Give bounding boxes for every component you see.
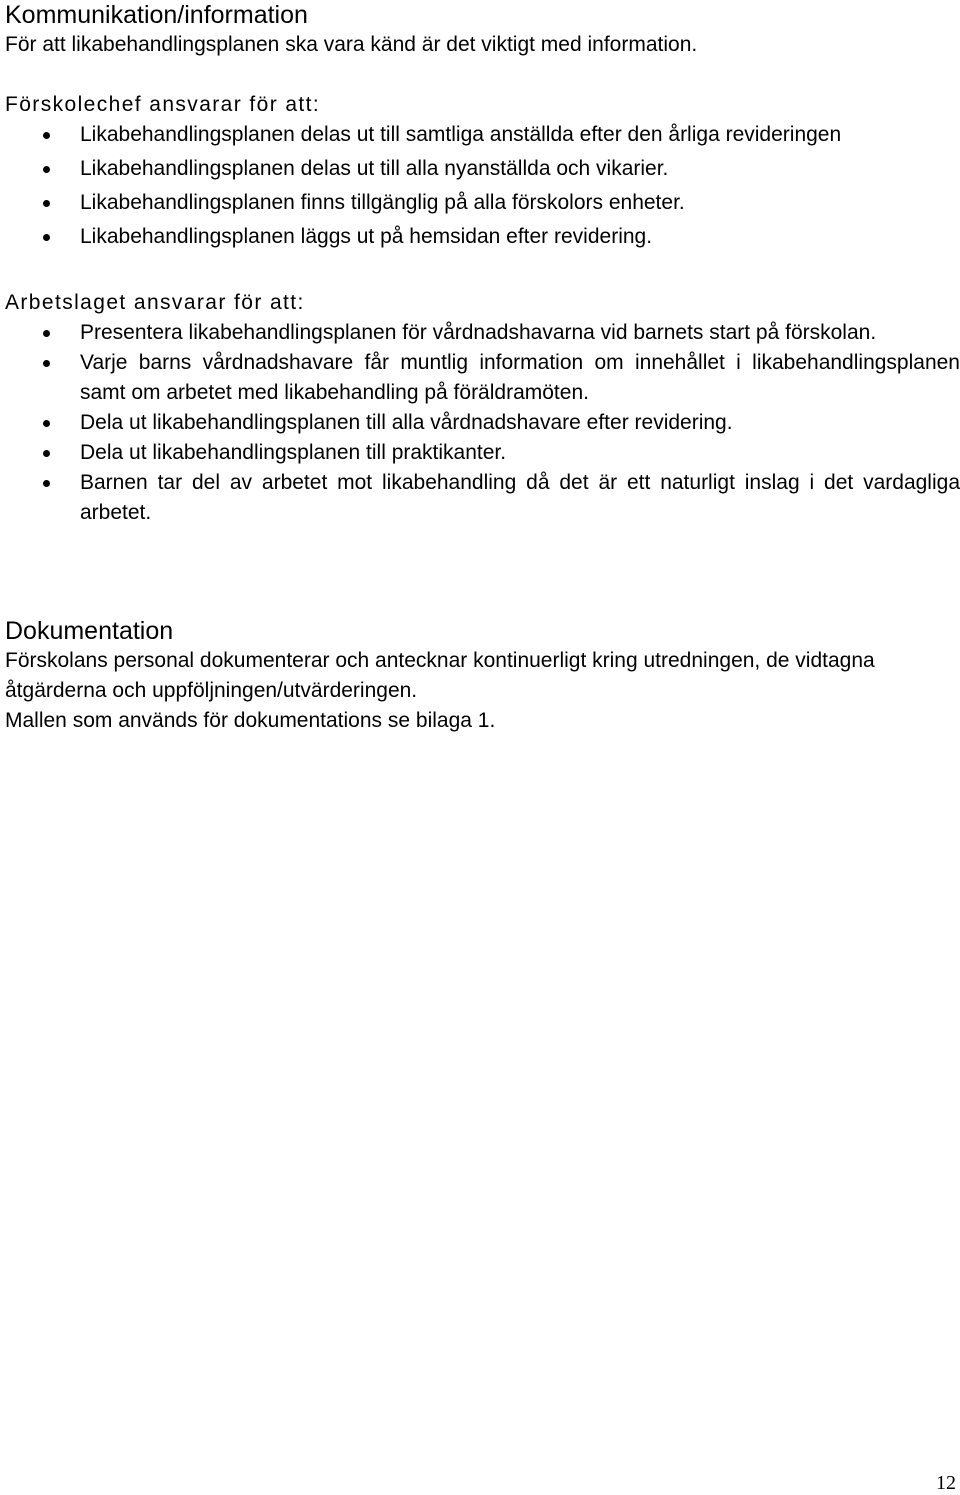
bullet-icon — [43, 480, 50, 487]
list-item: Likabehandlingsplanen läggs ut på hemsidan efter revidering. — [5, 222, 960, 252]
list-item: Varje barns vårdnadshavare får muntlig information om innehållet i likabehandlingsplanen samt om arbetet med likabehandling på föräldramöten. — [5, 348, 960, 408]
arbetslaget-heading: Arbetslaget ansvarar för att: — [5, 291, 305, 314]
list-item: Dela ut likabehandlingsplanen till alla vårdnadshavare efter revidering. — [5, 408, 960, 438]
bullet-icon — [43, 200, 50, 207]
list-item: Likabehandlingsplanen delas ut till samtliga anställda efter den årliga revideringen — [5, 120, 960, 150]
bullet-icon — [43, 450, 50, 457]
list-item: Barnen tar del av arbetet mot likabehandling då det är ett naturligt inslag i det vardagliga arbetet. — [5, 468, 960, 528]
arbetslaget-list — [5, 318, 960, 528]
forskolechef-heading: Förskolechef ansvarar för att: — [5, 93, 321, 116]
section-title-kommunikation: Kommunikation/information — [5, 1, 308, 29]
bullet-icon — [43, 234, 50, 241]
document-page — [5, 0, 960, 736]
intro-paragraph: För att likabehandlingsplanen ska vara känd är det viktigt med information. — [5, 33, 698, 56]
list-item: Presentera likabehandlingsplanen för vårdnadshavarna vid barnets start på förskolan. — [5, 318, 960, 348]
list-item: Likabehandlingsplanen finns tillgänglig på alla förskolors enheter. — [5, 188, 960, 218]
dokumentation-paragraph-1: Förskolans personal dokumenterar och antecknar kontinuerligt kring utredningen, de vidtagna åtgärderna och uppföljningen/utvärderingen. — [5, 649, 875, 702]
page-number: 12 — [936, 1472, 956, 1494]
bullet-icon — [43, 166, 50, 173]
bullet-icon — [43, 420, 50, 427]
bullet-icon — [43, 132, 50, 139]
bullet-icon — [43, 330, 50, 337]
forskolechef-list — [5, 120, 960, 252]
list-item: Dela ut likabehandlingsplanen till praktikanter. — [5, 438, 960, 468]
section-title-dokumentation: Dokumentation — [5, 617, 174, 645]
list-item: Likabehandlingsplanen delas ut till alla nyanställda och vikarier. — [5, 154, 960, 184]
bullet-icon — [43, 360, 50, 367]
dokumentation-paragraph-2: Mallen som används för dokumentations se bilaga 1. — [5, 709, 496, 732]
